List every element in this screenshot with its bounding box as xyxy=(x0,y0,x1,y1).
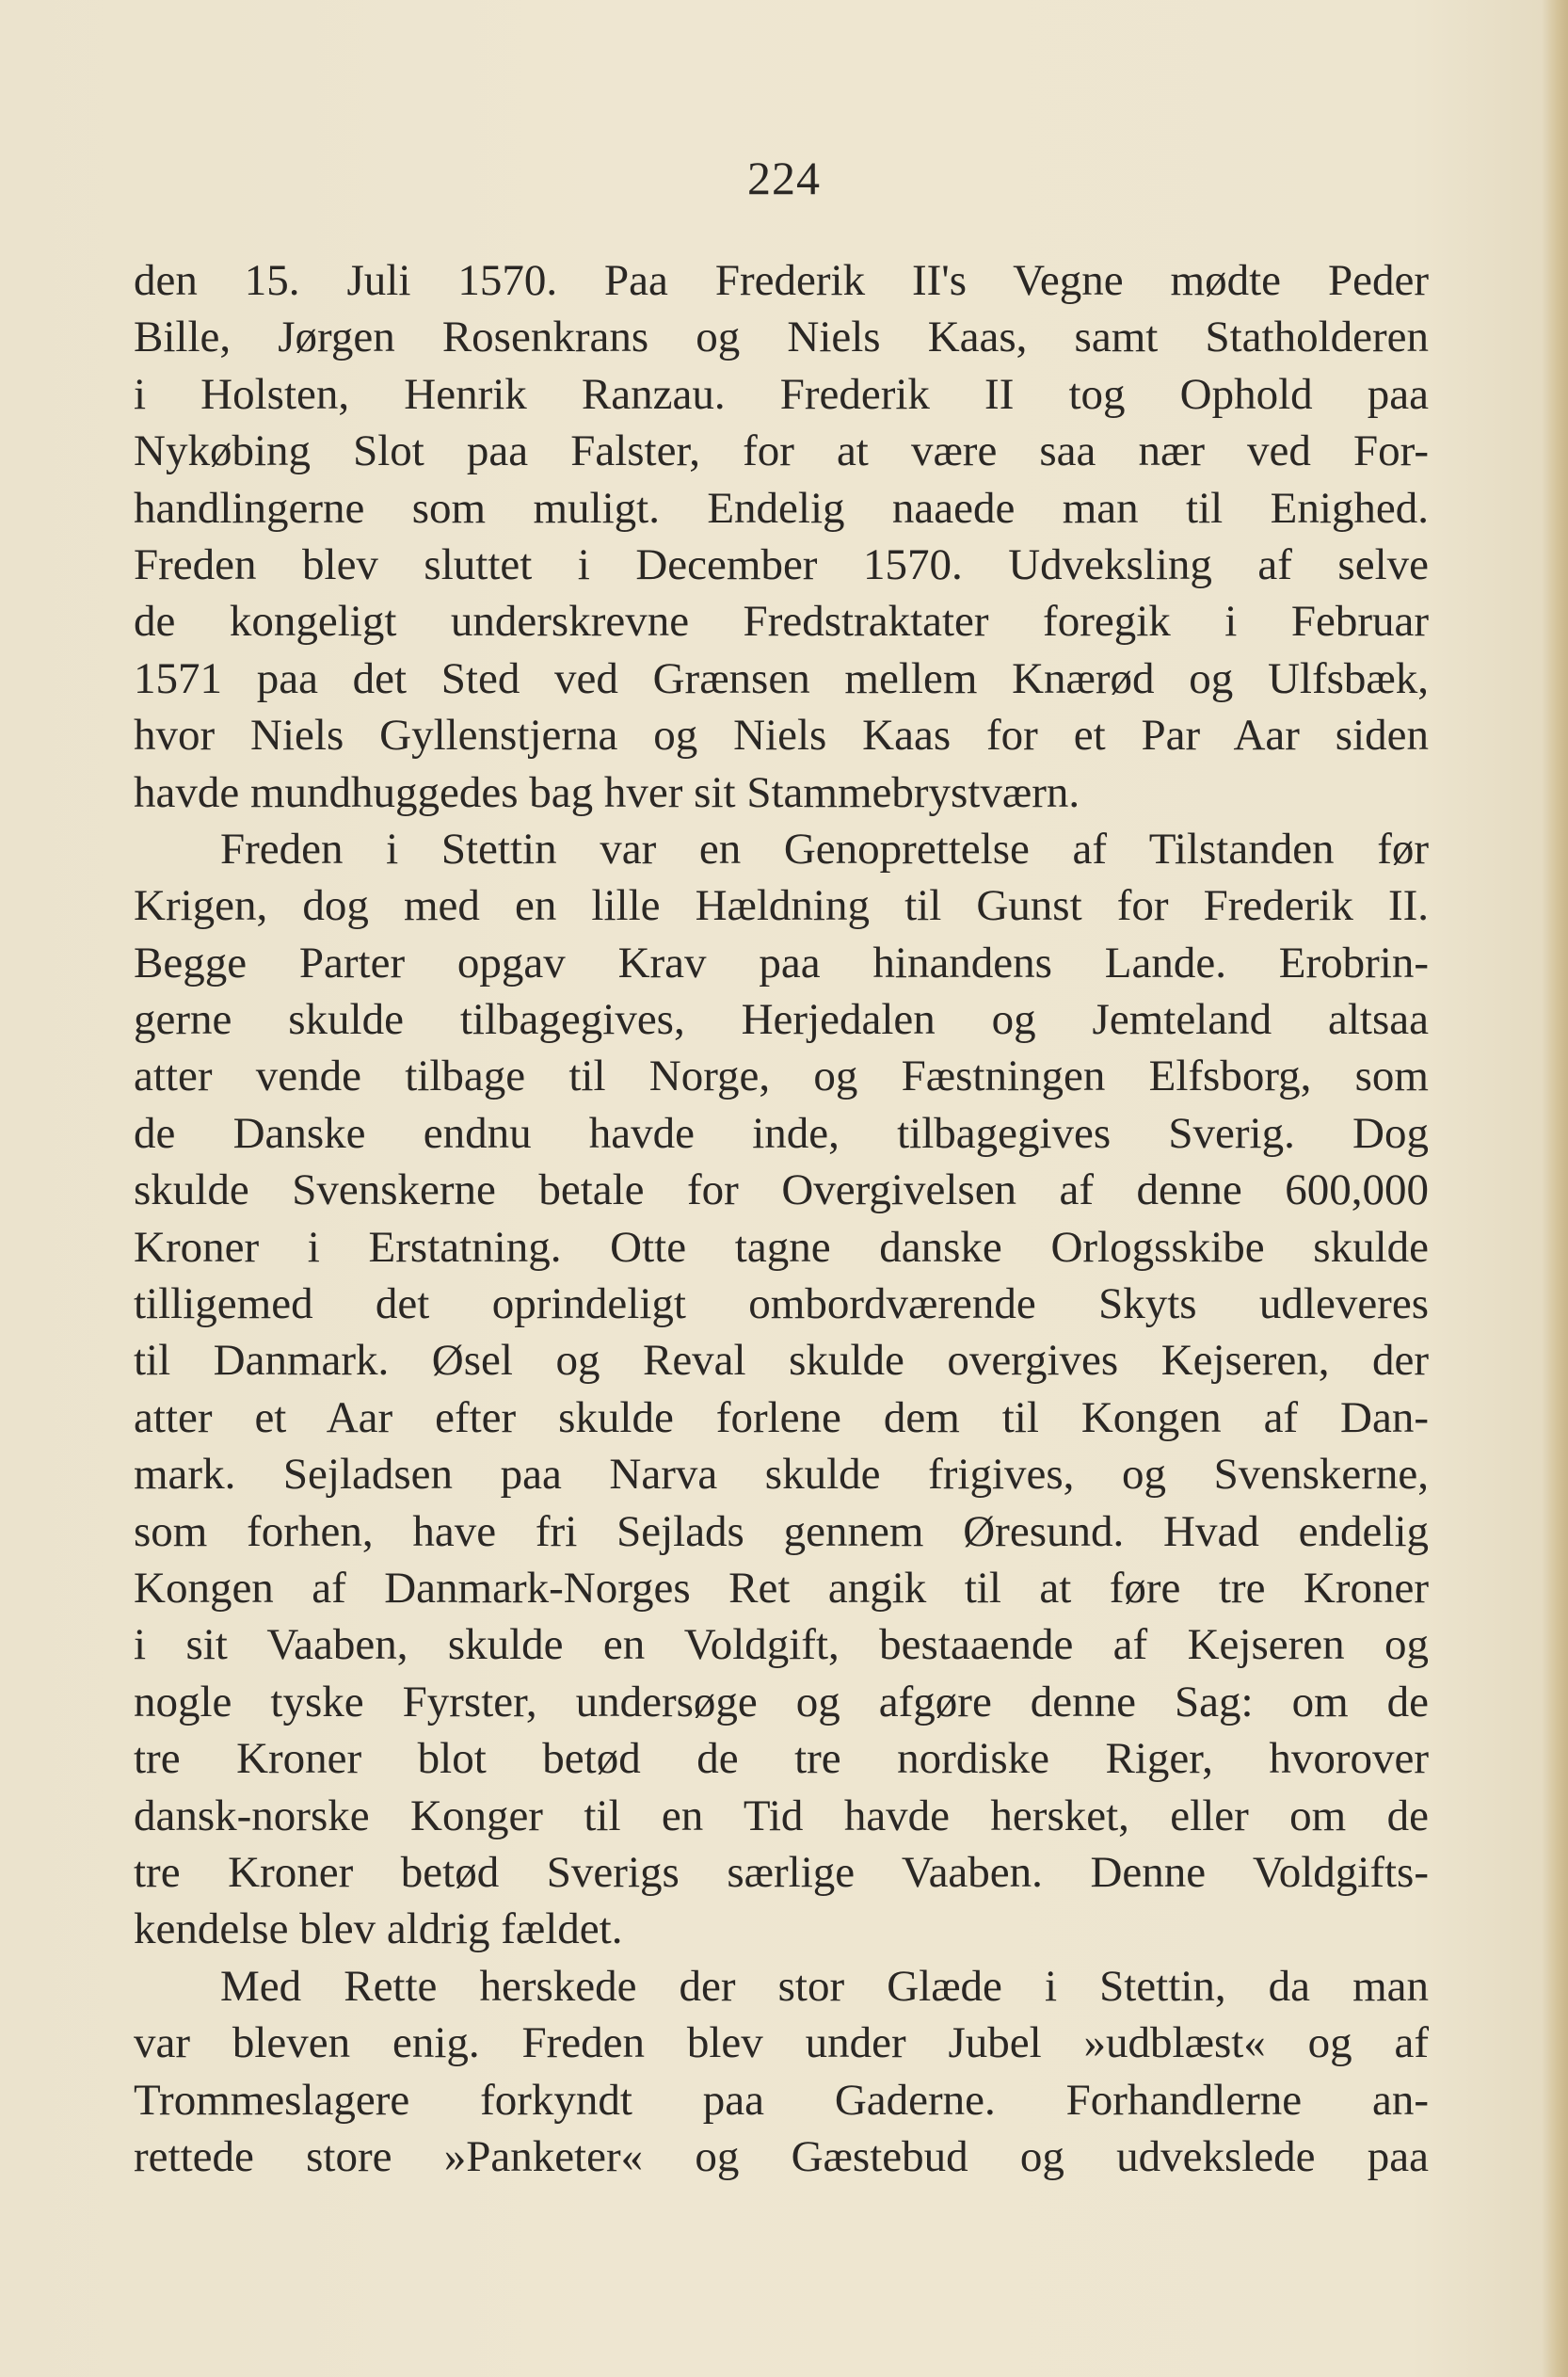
text-line: de Danske endnu havde inde, tilbagegives Sverig. Dog xyxy=(134,1108,1429,1158)
text-line: Freden blev sluttet i December 1570. Udveksling af selve xyxy=(134,539,1429,589)
text-line: mark. Sejladsen paa Narva skulde frigives, og Svenskerne, xyxy=(134,1450,1429,1500)
text-line: 1571 paa det Sted ved Grænsen mellem Knærød og Ulfsbæk, xyxy=(134,653,1429,703)
text-line: handlingerne som muligt. Endelig naaede man til Enighed. xyxy=(134,483,1429,533)
page-number: 224 xyxy=(747,152,821,204)
text-line: til Danmark. Øsel og Reval skulde overgives Kejseren, der xyxy=(134,1336,1429,1386)
text-line: Bille, Jørgen Rosenkrans og Niels Kaas, samt Statholderen xyxy=(134,313,1429,362)
paragraph-start-line: Med Rette herskede der stor Glæde i Stettin, da man xyxy=(220,1961,1429,2011)
text-line: Krigen, dog med en lille Hældning til Gunst for Frederik II. xyxy=(134,881,1429,931)
body-text xyxy=(134,252,1429,2185)
paragraph-start-line: Freden i Stettin var en Genoprettelse af Tilstanden før xyxy=(220,824,1429,874)
text-line: i Holsten, Henrik Ranzau. Frederik II tog Ophold paa xyxy=(134,369,1429,419)
text-line: Trommeslagere forkyndt paa Gaderne. Forhandlerne an- xyxy=(134,2075,1429,2125)
text-line: havde mundhuggedes bag hver sit Stammebrystværn. xyxy=(134,767,1080,817)
text-line: dansk-norske Konger til en Tid havde hersket, eller om de xyxy=(134,1791,1429,1840)
text-line: var bleven enig. Freden blev under Jubel »udblæst« og af xyxy=(134,2018,1429,2068)
text-line: Kroner i Erstatning. Otte tagne danske Orlogsskibe skulde xyxy=(134,1222,1429,1272)
text-line: skulde Svenskerne betale for Overgivelsen af denne 600,000 xyxy=(134,1165,1429,1215)
page-edge-shadow xyxy=(1542,0,1568,2377)
text-line: tre Kroner betød Sverigs særlige Vaaben. Denne Voldgifts- xyxy=(134,1847,1429,1897)
text-line: de kongeligt underskrevne Fredstraktater foregik i Februar xyxy=(134,597,1429,647)
text-line: Nykøbing Slot paa Falster, for at være saa nær ved For- xyxy=(134,426,1429,476)
text-line: tre Kroner blot betød de tre nordiske Riger, hvorover xyxy=(134,1734,1429,1784)
text-line: den 15. Juli 1570. Paa Frederik II's Vegne mødte Peder xyxy=(134,256,1429,305)
text-line: gerne skulde tilbagegives, Herjedalen og Jemteland altsaa xyxy=(134,995,1429,1045)
text-line: rettede store »Panketer« og Gæstebud og udvekslede paa xyxy=(134,2131,1429,2181)
text-line: tilligemed det oprindeligt ombordværende Skyts udleveres xyxy=(134,1279,1429,1329)
text-line: Begge Parter opgav Krav paa hinandens Lande. Erobrin- xyxy=(134,938,1429,988)
text-line: kendelse blev aldrig fældet. xyxy=(134,1904,623,1954)
text-line: Kongen af Danmark-Norges Ret angik til at føre tre Kroner xyxy=(134,1563,1429,1613)
text-line: som forhen, have fri Sejlads gennem Øresund. Hvad endelig xyxy=(134,1506,1429,1556)
text-line: hvor Niels Gyllenstjerna og Niels Kaas for et Par Aar siden xyxy=(134,711,1429,761)
text-line: atter vende tilbage til Norge, og Fæstningen Elfsborg, som xyxy=(134,1052,1429,1101)
text-line: i sit Vaaben, skulde en Voldgift, bestaaende af Kejseren og xyxy=(134,1620,1429,1670)
text-line: nogle tyske Fyrster, undersøge og afgøre denne Sag: om de xyxy=(134,1677,1429,1727)
text-line: atter et Aar efter skulde forlene dem til Kongen af Dan- xyxy=(134,1392,1429,1442)
